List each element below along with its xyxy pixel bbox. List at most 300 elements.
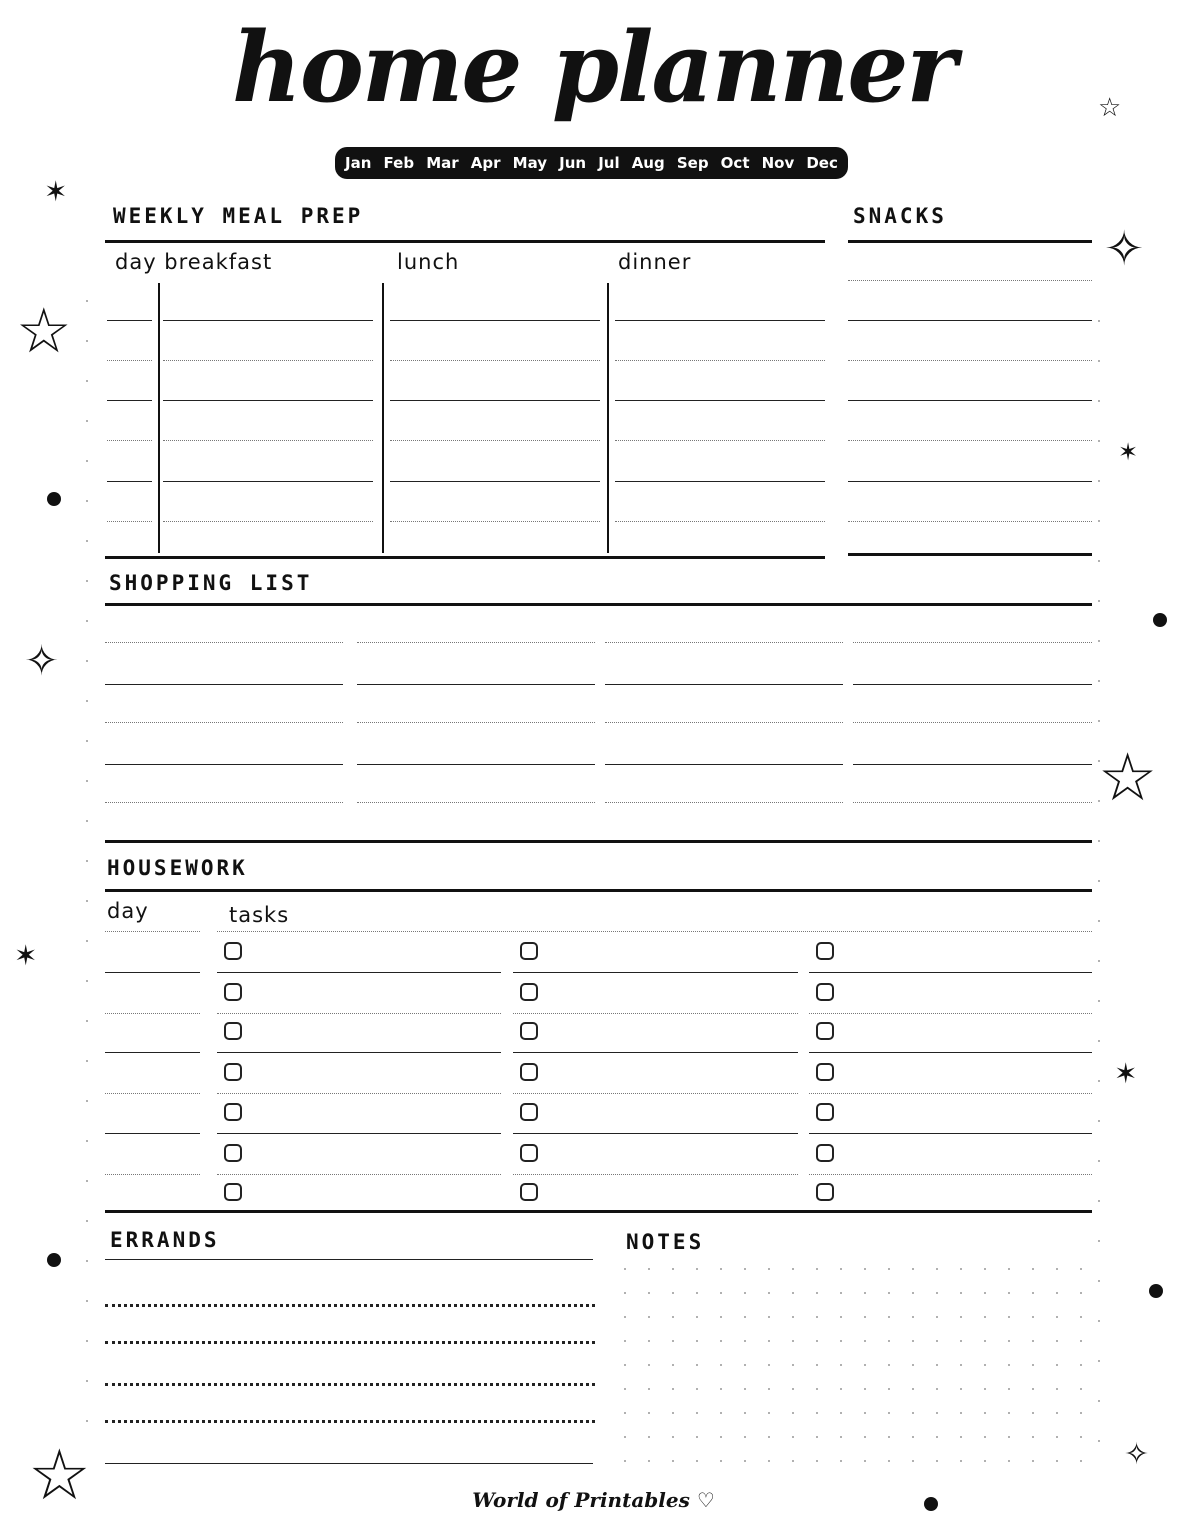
task-write-line[interactable] (217, 1093, 501, 1094)
notes-grid-dot (1056, 1364, 1058, 1366)
notes-grid-dot (792, 1292, 794, 1294)
notes-grid-dot (984, 1460, 986, 1462)
notes-grid-dot (816, 1292, 818, 1294)
shopping-rule (105, 603, 1092, 606)
margin-dot (1098, 1040, 1100, 1042)
margin-dot (86, 340, 88, 342)
task-checkbox[interactable] (816, 983, 834, 1001)
margin-dot (1098, 1280, 1100, 1282)
notes-grid-dot (792, 1340, 794, 1342)
margin-dot (1098, 840, 1100, 842)
sparkle-icon: ✧ (1124, 1437, 1150, 1472)
task-checkbox[interactable] (520, 1183, 538, 1201)
heart-icon: ♡ (696, 1488, 715, 1512)
snack-write-line[interactable] (848, 360, 1092, 361)
shopping-bottom-rule (105, 840, 1092, 843)
star-icon: ☆ (16, 294, 72, 367)
notes-grid-dot (984, 1412, 986, 1414)
month-nov[interactable]: Nov (761, 154, 795, 172)
notes-grid-dot (912, 1268, 914, 1270)
meal-write-line[interactable] (107, 400, 152, 401)
notes-grid-dot (792, 1268, 794, 1270)
notes-grid-dot (744, 1412, 746, 1414)
notes-grid-dot (1032, 1316, 1034, 1318)
shopping-item-line[interactable] (105, 802, 343, 803)
notes-grid-dot (1056, 1268, 1058, 1270)
notes-grid-dot (816, 1436, 818, 1438)
notes-grid-dot (984, 1316, 986, 1318)
margin-dot (86, 700, 88, 702)
notes-grid-dot (936, 1460, 938, 1462)
month-may[interactable]: May (512, 154, 548, 172)
meal-write-line[interactable] (615, 521, 825, 522)
notes-grid-dot (936, 1316, 938, 1318)
shopping-item-line[interactable] (105, 642, 343, 643)
notes-grid-dot (840, 1460, 842, 1462)
notes-grid-dot (624, 1460, 626, 1462)
notes-grid-dot (648, 1412, 650, 1414)
shopping-item-line[interactable] (605, 722, 843, 723)
notes-grid-dot (624, 1412, 626, 1414)
shopping-item-line[interactable] (357, 802, 595, 803)
notes-grid-dot (1080, 1316, 1082, 1318)
margin-dot (1098, 1120, 1100, 1122)
meal-write-line[interactable] (163, 440, 373, 441)
day-write-line[interactable] (105, 1013, 200, 1014)
dot-decoration (1149, 1284, 1163, 1298)
notes-grid-dot (912, 1316, 914, 1318)
notes-grid-dot (696, 1412, 698, 1414)
margin-dot (86, 1340, 88, 1342)
notes-grid-dot (864, 1388, 866, 1390)
notes-grid-dot (840, 1436, 842, 1438)
tasks-header-line (217, 931, 1092, 932)
task-write-line[interactable] (513, 1093, 798, 1094)
margin-dot (86, 580, 88, 582)
notes-grid-dot (768, 1436, 770, 1438)
notes-grid-dot (648, 1268, 650, 1270)
task-checkbox[interactable] (520, 942, 538, 960)
notes-grid-dot (720, 1388, 722, 1390)
task-checkbox[interactable] (520, 1063, 538, 1081)
task-write-line[interactable] (513, 1052, 798, 1053)
notes-grid-dot (720, 1436, 722, 1438)
task-checkbox[interactable] (816, 1144, 834, 1162)
margin-dot (86, 860, 88, 862)
notes-grid-dot (1080, 1340, 1082, 1342)
notes-grid-dot (912, 1340, 914, 1342)
notes-grid-dot (624, 1292, 626, 1294)
meal-write-line[interactable] (107, 320, 152, 321)
task-checkbox[interactable] (224, 1063, 242, 1081)
errands-rule (105, 1259, 593, 1260)
month-sep[interactable]: Sep (676, 154, 709, 172)
snack-write-line[interactable] (848, 440, 1092, 441)
margin-dot (86, 660, 88, 662)
month-selector (335, 147, 848, 179)
notes-grid-dot (696, 1292, 698, 1294)
errand-write-line[interactable] (105, 1304, 595, 1307)
notes-grid-dot (696, 1460, 698, 1462)
margin-dot (1098, 480, 1100, 482)
month-apr[interactable]: Apr (470, 154, 501, 172)
margin-dot (1098, 1000, 1100, 1002)
task-checkbox[interactable] (224, 983, 242, 1001)
meal-write-line[interactable] (615, 400, 825, 401)
day-header-line (105, 931, 200, 932)
meal-write-line[interactable] (390, 320, 600, 321)
meal-write-line[interactable] (615, 360, 825, 361)
task-checkbox[interactable] (816, 942, 834, 960)
notes-grid-dot (1080, 1388, 1082, 1390)
shopping-item-line[interactable] (357, 764, 595, 765)
meal-write-line[interactable] (107, 521, 152, 522)
notes-grid-dot (696, 1364, 698, 1366)
month-aug[interactable]: Aug (631, 154, 665, 172)
margin-dot (86, 1060, 88, 1062)
meal-write-line[interactable] (390, 360, 600, 361)
notes-grid-dot (1056, 1340, 1058, 1342)
notes-grid-dot (912, 1436, 914, 1438)
margin-dot (1098, 720, 1100, 722)
meal-write-line[interactable] (615, 481, 825, 482)
margin-dot (86, 1180, 88, 1182)
brand-text: World of Printables (472, 1488, 690, 1512)
snack-write-line[interactable] (848, 280, 1092, 281)
margin-dot (1098, 400, 1100, 402)
notes-grid-dot (984, 1436, 986, 1438)
notes-grid-dot (888, 1364, 890, 1366)
shopping-item-line[interactable] (853, 642, 1092, 643)
footer-brand (0, 1488, 1187, 1512)
column-divider (158, 283, 160, 553)
meal-write-line[interactable] (163, 400, 373, 401)
month-dec[interactable]: Dec (806, 154, 838, 172)
task-checkbox[interactable] (224, 1183, 242, 1201)
notes-grid-dot (840, 1388, 842, 1390)
notes-grid-dot (1008, 1340, 1010, 1342)
margin-dot (86, 1420, 88, 1422)
notes-grid-dot (672, 1412, 674, 1414)
notes-grid-dot (960, 1436, 962, 1438)
notes-grid-dot (1008, 1316, 1010, 1318)
shopping-item-line[interactable] (357, 642, 595, 643)
errand-write-line[interactable] (105, 1341, 595, 1344)
meal-write-line[interactable] (390, 440, 600, 441)
shopping-item-line[interactable] (357, 684, 595, 685)
notes-grid-dot (648, 1340, 650, 1342)
margin-dot (1098, 1320, 1100, 1322)
shopping-item-line[interactable] (853, 684, 1092, 685)
shopping-item-line[interactable] (105, 764, 343, 765)
task-write-line[interactable] (809, 1093, 1092, 1094)
star-icon: ✶ (1114, 1057, 1138, 1090)
shopping-item-line[interactable] (605, 642, 843, 643)
task-write-line[interactable] (217, 1013, 501, 1014)
notes-grid-dot (672, 1340, 674, 1342)
day-write-line[interactable] (105, 1052, 200, 1053)
month-feb[interactable]: Feb (383, 154, 415, 172)
margin-dot (86, 620, 88, 622)
task-write-line[interactable] (809, 1174, 1092, 1175)
notes-grid-dot (792, 1388, 794, 1390)
shopping-item-line[interactable] (605, 684, 843, 685)
notes-grid-dot (864, 1316, 866, 1318)
task-checkbox[interactable] (224, 1022, 242, 1040)
meal-prep-rule (105, 240, 825, 243)
notes-grid-dot (648, 1388, 650, 1390)
margin-dot (1098, 560, 1100, 562)
month-oct[interactable]: Oct (720, 154, 750, 172)
task-write-line[interactable] (217, 1133, 501, 1134)
task-checkbox[interactable] (520, 983, 538, 1001)
task-write-line[interactable] (809, 1013, 1092, 1014)
notes-grid-dot (768, 1316, 770, 1318)
margin-dot (86, 540, 88, 542)
task-write-line[interactable] (217, 972, 501, 973)
shopping-item-line[interactable] (853, 764, 1092, 765)
task-checkbox[interactable] (520, 1103, 538, 1121)
notes-grid-dot (744, 1268, 746, 1270)
task-checkbox[interactable] (224, 1103, 242, 1121)
notes-grid-dot (984, 1364, 986, 1366)
notes-grid-dot (888, 1388, 890, 1390)
notes-grid-dot (816, 1316, 818, 1318)
task-write-line[interactable] (809, 972, 1092, 973)
notes-grid-dot (1056, 1388, 1058, 1390)
month-mar[interactable]: Mar (426, 154, 459, 172)
notes-grid-dot (864, 1436, 866, 1438)
task-write-line[interactable] (513, 1013, 798, 1014)
notes-grid-dot (648, 1316, 650, 1318)
margin-dot (1098, 1080, 1100, 1082)
meal-write-line[interactable] (163, 360, 373, 361)
notes-grid-dot (816, 1268, 818, 1270)
day-write-line[interactable] (105, 1133, 200, 1134)
notes-grid-dot (888, 1292, 890, 1294)
meal-write-line[interactable] (390, 400, 600, 401)
notes-grid-dot (960, 1412, 962, 1414)
margin-dot (1098, 640, 1100, 642)
task-checkbox[interactable] (224, 1144, 242, 1162)
notes-grid-dot (936, 1436, 938, 1438)
margin-dot (1098, 1360, 1100, 1362)
notes-grid-dot (936, 1412, 938, 1414)
notes-grid-dot (672, 1436, 674, 1438)
notes-grid-dot (1032, 1388, 1034, 1390)
sparkle-icon: ✧ (1104, 221, 1145, 277)
notes-grid-dot (672, 1388, 674, 1390)
snack-write-line[interactable] (848, 320, 1092, 321)
shopping-item-line[interactable] (105, 684, 343, 685)
notes-grid-dot (696, 1388, 698, 1390)
margin-dot (1098, 1240, 1100, 1242)
notes-grid-dot (960, 1388, 962, 1390)
margin-dot (86, 1300, 88, 1302)
task-checkbox[interactable] (816, 1183, 834, 1201)
notes-grid-dot (960, 1460, 962, 1462)
shopping-item-line[interactable] (105, 722, 343, 723)
notes-grid-dot (840, 1316, 842, 1318)
task-write-line[interactable] (809, 1133, 1092, 1134)
notes-grid-dot (672, 1316, 674, 1318)
notes-grid-dot (672, 1292, 674, 1294)
task-checkbox[interactable] (816, 1022, 834, 1040)
housework-bottom-rule (105, 1210, 1092, 1213)
notes-grid-dot (864, 1268, 866, 1270)
month-jan[interactable]: Jan (345, 154, 372, 172)
task-write-line[interactable] (217, 1174, 501, 1175)
margin-dot (86, 1380, 88, 1382)
shopping-item-line[interactable] (605, 802, 843, 803)
notes-grid-dot (1080, 1268, 1082, 1270)
snack-write-line[interactable] (848, 521, 1092, 522)
notes-grid-dot (888, 1460, 890, 1462)
notes-grid-dot (816, 1412, 818, 1414)
task-checkbox[interactable] (816, 1063, 834, 1081)
notes-grid-dot (936, 1388, 938, 1390)
margin-dot (86, 1260, 88, 1262)
shopping-item-line[interactable] (853, 802, 1092, 803)
notes-grid-dot (624, 1268, 626, 1270)
notes-grid-dot (696, 1340, 698, 1342)
margin-dot (86, 980, 88, 982)
notes-grid-dot (720, 1340, 722, 1342)
errand-write-line[interactable] (105, 1383, 595, 1386)
notes-grid-dot (648, 1460, 650, 1462)
notes-grid-dot (1056, 1460, 1058, 1462)
shopping-item-line[interactable] (605, 764, 843, 765)
day-write-line[interactable] (105, 972, 200, 973)
notes-grid-dot (1008, 1268, 1010, 1270)
task-checkbox[interactable] (520, 1144, 538, 1162)
notes-heading: NOTES (626, 1230, 705, 1254)
column-divider (607, 283, 609, 553)
snack-write-line[interactable] (848, 400, 1092, 401)
notes-grid-dot (960, 1340, 962, 1342)
meal-write-line[interactable] (107, 481, 152, 482)
month-jul[interactable]: Jul (598, 154, 620, 172)
meal-write-line[interactable] (615, 440, 825, 441)
notes-grid-dot (1056, 1316, 1058, 1318)
shopping-list-heading: SHOPPING LIST (109, 571, 313, 595)
day-write-line[interactable] (105, 1174, 200, 1175)
notes-grid-dot (816, 1388, 818, 1390)
notes-grid-dot (792, 1436, 794, 1438)
margin-dot (86, 420, 88, 422)
notes-grid-dot (936, 1340, 938, 1342)
snack-write-line[interactable] (848, 481, 1092, 482)
notes-grid-dot (816, 1364, 818, 1366)
task-write-line[interactable] (809, 1052, 1092, 1053)
task-write-line[interactable] (513, 1174, 798, 1175)
errand-write-line[interactable] (105, 1463, 593, 1464)
notes-grid-dot (696, 1316, 698, 1318)
notes-grid-dot (984, 1292, 986, 1294)
meal-write-line[interactable] (107, 440, 152, 441)
margin-dot (86, 740, 88, 742)
star-icon: ☆ (28, 1434, 91, 1516)
day-write-line[interactable] (105, 1093, 200, 1094)
task-checkbox[interactable] (224, 942, 242, 960)
meal-prep-heading: WEEKLY MEAL PREP (113, 204, 364, 228)
margin-dot (1098, 320, 1100, 322)
task-write-line[interactable] (513, 972, 798, 973)
snacks-rule (848, 240, 1092, 243)
meal-write-line[interactable] (615, 320, 825, 321)
task-write-line[interactable] (217, 1052, 501, 1053)
meal-write-line[interactable] (163, 320, 373, 321)
margin-dot (86, 780, 88, 782)
margin-dot (86, 460, 88, 462)
star-icon: ✶ (14, 939, 38, 972)
margin-dot (1098, 1200, 1100, 1202)
notes-grid-dot (960, 1268, 962, 1270)
margin-dot (86, 1220, 88, 1222)
month-jun[interactable]: Jun (559, 154, 587, 172)
star-icon: ✶ (1118, 438, 1139, 466)
sparkle-icon: ✧ (24, 636, 60, 685)
notes-grid-dot (960, 1364, 962, 1366)
margin-dot (86, 820, 88, 822)
notes-grid-dot (1008, 1436, 1010, 1438)
notes-grid-dot (744, 1340, 746, 1342)
notes-grid-dot (624, 1436, 626, 1438)
notes-grid-dot (744, 1388, 746, 1390)
task-checkbox[interactable] (520, 1022, 538, 1040)
meal-write-line[interactable] (390, 521, 600, 522)
margin-dot (1098, 600, 1100, 602)
notes-grid-dot (840, 1268, 842, 1270)
errand-write-line[interactable] (105, 1420, 595, 1423)
notes-grid-dot (744, 1364, 746, 1366)
notes-grid-dot (936, 1268, 938, 1270)
notes-grid-dot (624, 1316, 626, 1318)
column-divider (382, 283, 384, 553)
notes-grid-dot (1032, 1268, 1034, 1270)
notes-grid-dot (696, 1268, 698, 1270)
notes-grid-dot (1080, 1292, 1082, 1294)
housework-rule (105, 889, 1092, 892)
notes-grid-dot (912, 1412, 914, 1414)
meal-write-line[interactable] (163, 521, 373, 522)
meal-write-line[interactable] (390, 481, 600, 482)
notes-grid-dot (720, 1412, 722, 1414)
notes-grid-dot (888, 1268, 890, 1270)
margin-dot (86, 940, 88, 942)
task-checkbox[interactable] (816, 1103, 834, 1121)
meal-write-line[interactable] (163, 481, 373, 482)
notes-grid-dot (672, 1460, 674, 1462)
errands-heading: ERRANDS (110, 1228, 220, 1252)
notes-grid-dot (720, 1364, 722, 1366)
notes-grid-dot (864, 1460, 866, 1462)
meal-write-line[interactable] (107, 360, 152, 361)
shopping-item-line[interactable] (357, 722, 595, 723)
notes-grid-dot (624, 1340, 626, 1342)
notes-grid-dot (816, 1460, 818, 1462)
margin-dot (86, 300, 88, 302)
notes-grid-dot (888, 1412, 890, 1414)
notes-grid-dot (768, 1268, 770, 1270)
notes-grid-dot (648, 1292, 650, 1294)
margin-dot (1098, 440, 1100, 442)
task-write-line[interactable] (513, 1133, 798, 1134)
star-icon: ☆ (1098, 739, 1158, 816)
dot-decoration (47, 1253, 61, 1267)
notes-grid-dot (840, 1364, 842, 1366)
shopping-item-line[interactable] (853, 722, 1092, 723)
